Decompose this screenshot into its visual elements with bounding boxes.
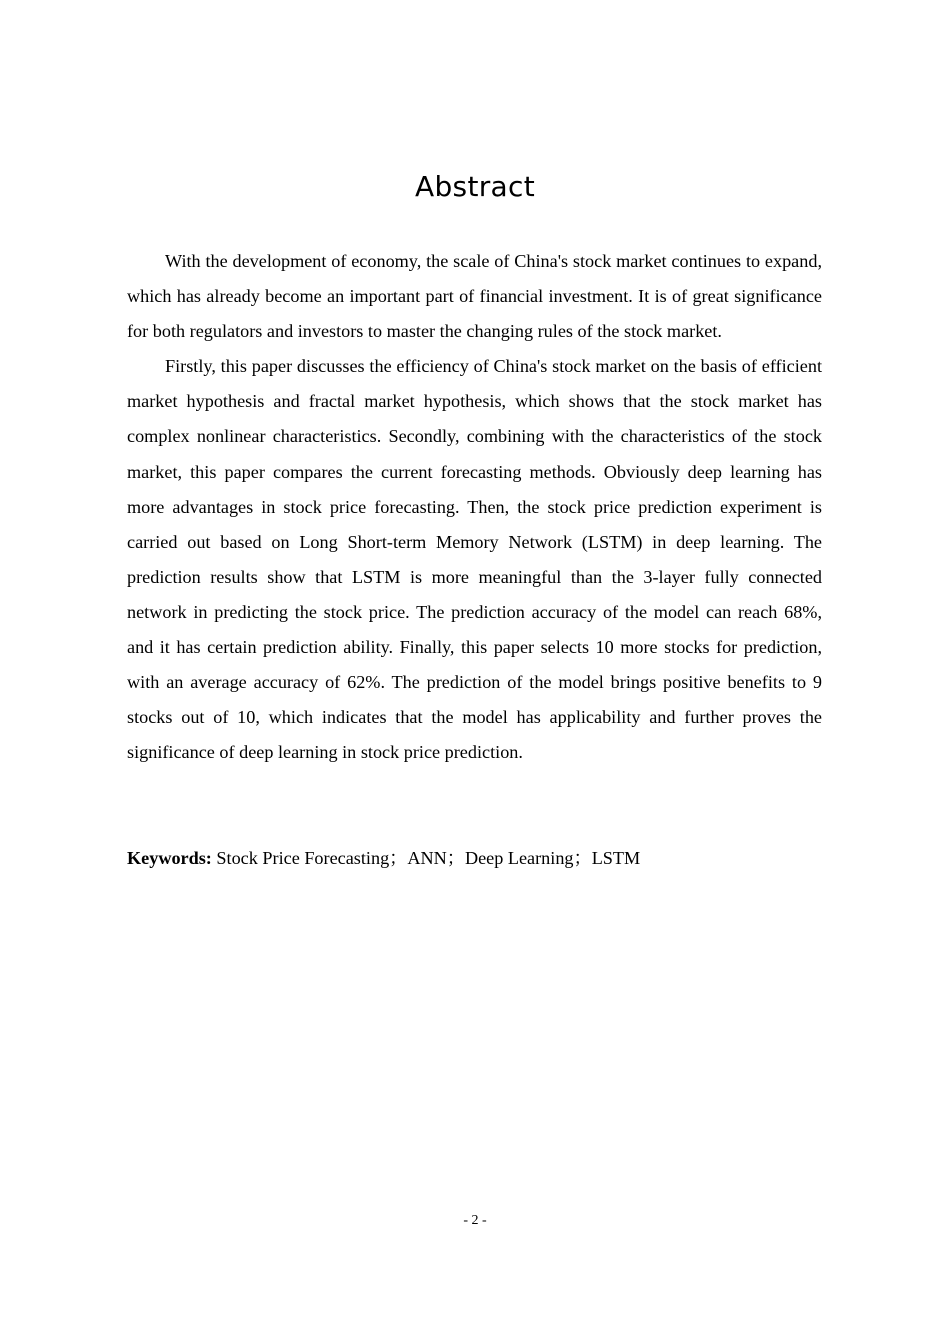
keywords-label: Keywords: [127, 848, 212, 868]
keywords-text: Stock Price Forecasting；ANN；Deep Learning；LSTM [216, 848, 641, 868]
abstract-paragraph-2: Firstly, this paper discusses the efficiency of China's stock market on the basis of efficient market hypothesis and fractal market hypothesis, which shows that the stock market has complex nonlinear characteristics. Secondly, combining with the characteristics of the stock market, this paper compares the current forecasting methods. Obviously deep learning has more advantages in stock price forecasting. Then, the stock price prediction experiment is carried out based on Long Short-term Memory Network (LSTM) in deep learning. The prediction results show that LSTM is more meaningful than the 3-layer fully connected network in predicting the stock price. The prediction accuracy of the model can reach 68%, and it has certain prediction ability. Finally, this paper selects 10 more stocks for prediction, with an average accuracy of 62%. The prediction of the model brings positive benefits to 9 stocks out of 10, which indicates that the model has applicability and further proves the significance of deep learning in stock price prediction. [127, 356, 822, 763]
page-number: - 2 - [463, 1213, 487, 1228]
abstract-title: Abstract [415, 170, 535, 203]
abstract-paragraph-1: With the development of economy, the scale of China's stock market continues to expand, which has already become an important part of financial investment. It is of great significance for both regulators and investors to master the changing rules of the stock market. [127, 251, 822, 342]
abstract-body [127, 244, 822, 770]
keywords-line [127, 841, 822, 876]
